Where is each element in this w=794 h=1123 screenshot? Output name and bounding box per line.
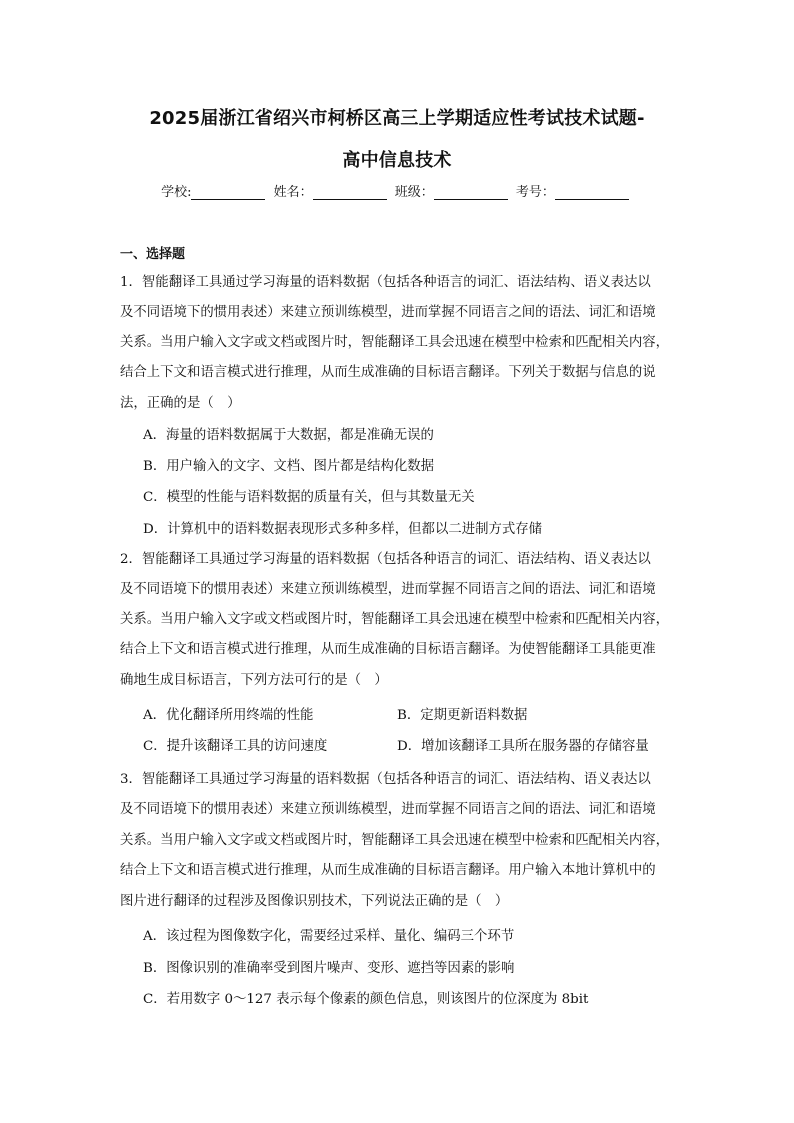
class-label: 班级： (394, 185, 434, 200)
q3-stem-line: 3．智能翻译工具通过学习海量的语料数据（包括各种语言的词汇、语法结构、语义表达以 (120, 772, 651, 787)
section-title: 一、选择题 (120, 247, 186, 262)
q1-option-c: C．模型的性能与语料数据的质量有关，但与其数量无关 (143, 490, 475, 505)
q1-option-a: A．海量的语料数据属于大数据，都是准确无误的 (143, 428, 434, 443)
q3-option-b: B．图像识别的准确率受到图片噪声、变形、遮挡等因素的影响 (143, 961, 515, 976)
q3-option-a: A．该过程为图像数字化，需要经过采样、量化、编码三个环节 (143, 929, 515, 944)
number-blank (555, 185, 629, 200)
number-label: 考号： (515, 185, 555, 200)
q3-stem-line: 图片进行翻译的过程涉及图像识别技术，下列说法正确的是（ ） (120, 894, 509, 909)
document-title-line1: 2025届浙江省绍兴市柯桥区高三上学期适应性考试技术试题- (149, 108, 645, 129)
q3-option-c: C．若用数字 0～127 表示每个像素的颜色信息，则该图片的位深度为 8bit (143, 992, 589, 1007)
q2-stem-line: 结合上下文和语言模式进行推理，从而生成准确的目标语言翻译。为使智能翻译工具能更准 (120, 642, 656, 657)
student-info-row (0, 181, 794, 200)
q2-option-d: D．增加该翻译工具所在服务器的存储容量 (397, 739, 649, 754)
q1-option-b: B．用户输入的文字、文档、图片都是结构化数据 (143, 459, 435, 474)
q2-option-c: C．提升该翻译工具的访问速度 (143, 739, 328, 754)
q3-stem-line: 关系。当用户输入文字或文档或图片时，智能翻译工具会迅速在模型中检索和匹配相关内容， (120, 833, 670, 848)
q3-stem-line: 及不同语境下的惯用表述）来建立预训练模型，进而掌握不同语言之间的语法、词汇和语境 (120, 802, 656, 817)
school-label: 学校: (161, 185, 192, 200)
q1-stem-line: 关系。当用户输入文字或文档或图片时，智能翻译工具会迅速在模型中检索和匹配相关内容， (120, 335, 670, 350)
q2-stem-line: 确地生成目标语言，下列方法可行的是（ ） (120, 673, 388, 688)
q2-option-a: A．优化翻译所用终端的性能 (143, 708, 314, 723)
q1-stem-line: 及不同语境下的惯用表述）来建立预训练模型，进而掌握不同语言之间的语法、词汇和语境 (120, 305, 656, 320)
q2-stem-line: 关系。当用户输入文字或文档或图片时，智能翻译工具会迅速在模型中检索和匹配相关内容， (120, 612, 670, 627)
class-blank (434, 185, 508, 200)
q2-option-b: B．定期更新语料数据 (397, 708, 528, 723)
q2-stem-line: 及不同语境下的惯用表述）来建立预训练模型，进而掌握不同语言之间的语法、词汇和语境 (120, 582, 656, 597)
school-blank (191, 185, 265, 200)
q1-stem-line: 结合上下文和语言模式进行推理，从而生成准确的目标语言翻译。下列关于数据与信息的说 (120, 365, 656, 380)
name-blank (313, 185, 387, 200)
q3-stem-line: 结合上下文和语言模式进行推理，从而生成准确的目标语言翻译。用户输入本地计算机中的 (120, 863, 656, 878)
name-label: 姓名： (273, 185, 313, 200)
q1-stem-line: 1．智能翻译工具通过学习海量的语料数据（包括各种语言的词汇、语法结构、语义表达以 (120, 275, 651, 290)
q2-stem-line: 2．智能翻译工具通过学习海量的语料数据（包括各种语言的词汇、语法结构、语义表达以 (120, 552, 651, 567)
document-title-line2: 高中信息技术 (342, 150, 452, 171)
q1-option-d: D．计算机中的语料数据表现形式多种多样，但都以二进制方式存储 (143, 522, 543, 537)
q1-stem-line: 法，正确的是（ ） (120, 396, 241, 411)
